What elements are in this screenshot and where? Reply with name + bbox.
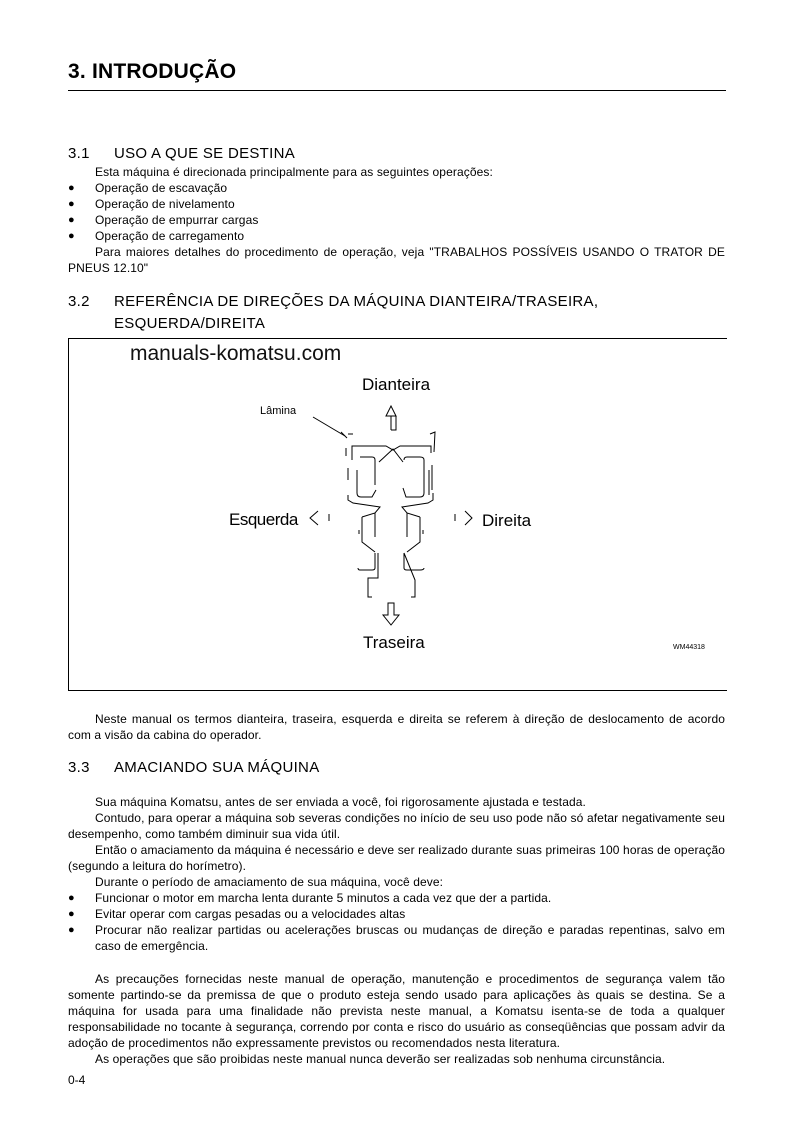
bullet-icon: ●	[68, 924, 75, 936]
title-rule	[68, 90, 726, 91]
watermark: manuals-komatsu.com	[130, 342, 342, 365]
bullet-icon: ●	[68, 230, 75, 242]
paragraph: Sua máquina Komatsu, antes de ser enviada a você, foi rigorosamente ajustada e testada.	[95, 795, 586, 809]
figure-code: WM44318	[673, 644, 705, 651]
page-title: 3. INTRODUÇÃO	[68, 60, 237, 83]
rear-label: Traseira	[363, 633, 425, 652]
spacer	[68, 954, 725, 971]
list-item: ● Operação de empurrar cargas	[68, 213, 259, 227]
list-item: ● Procurar não realizar partidas ou acelerações bruscas ou mudanças de direção e paradas repentinas, salvo em caso de emergência.	[68, 923, 725, 953]
rear-arrow-icon	[383, 603, 399, 625]
left-label: Esquerda	[229, 510, 298, 529]
paragraph: Contudo, para operar a máquina sob severas condições no início de seu uso pode não só afetar negativamente seu desempenho, como também diminuir sua vida útil.	[68, 811, 725, 841]
list-item: ● Operação de carregamento	[68, 229, 245, 243]
paragraph: Durante o período de amaciamento de sua máquina, você deve:	[95, 875, 444, 889]
blade-pointer	[313, 417, 345, 436]
section-number: 3.2	[68, 293, 90, 310]
section-title-line1: REFERÊNCIA DE DIREÇÕES DA MÁQUINA DIANTEIRA/TRASEIRA,	[114, 293, 599, 310]
section-title: AMACIANDO SUA MÁQUINA	[114, 759, 320, 776]
page-number: 0-4	[68, 1073, 86, 1087]
bullet-icon: ●	[68, 198, 75, 210]
blade-label: Lâmina	[260, 405, 297, 417]
note-paragraph: Para maiores detalhes do procedimento de operação, veja "TRABALHOS POSSÍVEIS USANDO O TRATOR DE PNEUS 12.10"	[68, 245, 725, 275]
intro-paragraph: Esta máquina é direcionada principalmente para as seguintes operações:	[95, 165, 493, 179]
direction-figure	[68, 338, 727, 691]
section-number: 3.3	[68, 759, 90, 776]
section-3-2-heading	[68, 291, 726, 335]
section-title-line2: ESQUERDA/DIREITA	[114, 315, 266, 332]
paragraph: As precauções fornecidas neste manual de operação, manutenção e procedimentos de segurança valem tão somente partindo-se da premissa de que o produto esteja sendo usado para aplicações às quais se destina. Se a máquina for usada para uma finalidade não prevista neste manual, a Komatsu isenta-se de toda a qualquer responsabilidade no tocante à segurança, correndo por conta e risco do usuário as conseqüências que possam advir da adoção de procedimentos não expressamente previstos ou recomendados nesta literatura.	[68, 972, 725, 1050]
section-3-1-heading	[68, 143, 726, 165]
machine-outline	[346, 432, 435, 597]
section-number: 3.1	[68, 145, 90, 162]
blade-pointer-head	[341, 432, 347, 438]
bullet-icon: ●	[68, 908, 75, 920]
section-3-3-body	[68, 794, 725, 1067]
left-arrow-icon	[310, 511, 329, 525]
list-item: ● Operação de escavação	[68, 181, 228, 195]
right-label: Direita	[482, 511, 532, 530]
section-3-2-body	[68, 711, 725, 743]
paragraph: As operações que são proibidas neste manual nunca deverão ser realizadas sob nenhuma circunstância.	[95, 1052, 666, 1066]
paragraph: Então o amaciamento da máquina é necessário e deve ser realizado durante suas primeiras 100 horas de operação (segundo a leitura do horímetro).	[68, 843, 725, 873]
bullet-icon: ●	[68, 892, 75, 904]
section-title: USO A QUE SE DESTINA	[114, 145, 296, 162]
bullet-icon: ●	[68, 214, 75, 226]
front-label: Dianteira	[362, 375, 431, 394]
right-arrow-icon	[455, 511, 472, 525]
section-3-1-body	[68, 164, 725, 276]
direction-paragraph: Neste manual os termos dianteira, traseira, esquerda e direita se referem à direção de deslocamento de acordo com a visão da cabina do operador.	[68, 712, 725, 742]
section-3-3-heading	[68, 757, 726, 779]
list-item: ● Funcionar o motor em marcha lenta durante 5 minutos a cada vez que der a partida.	[68, 891, 552, 905]
front-arrow-icon	[386, 406, 396, 430]
bullet-icon: ●	[68, 182, 75, 194]
list-item: ● Evitar operar com cargas pesadas ou a velocidades altas	[68, 907, 406, 921]
list-item: ● Operação de nivelamento	[68, 197, 235, 211]
